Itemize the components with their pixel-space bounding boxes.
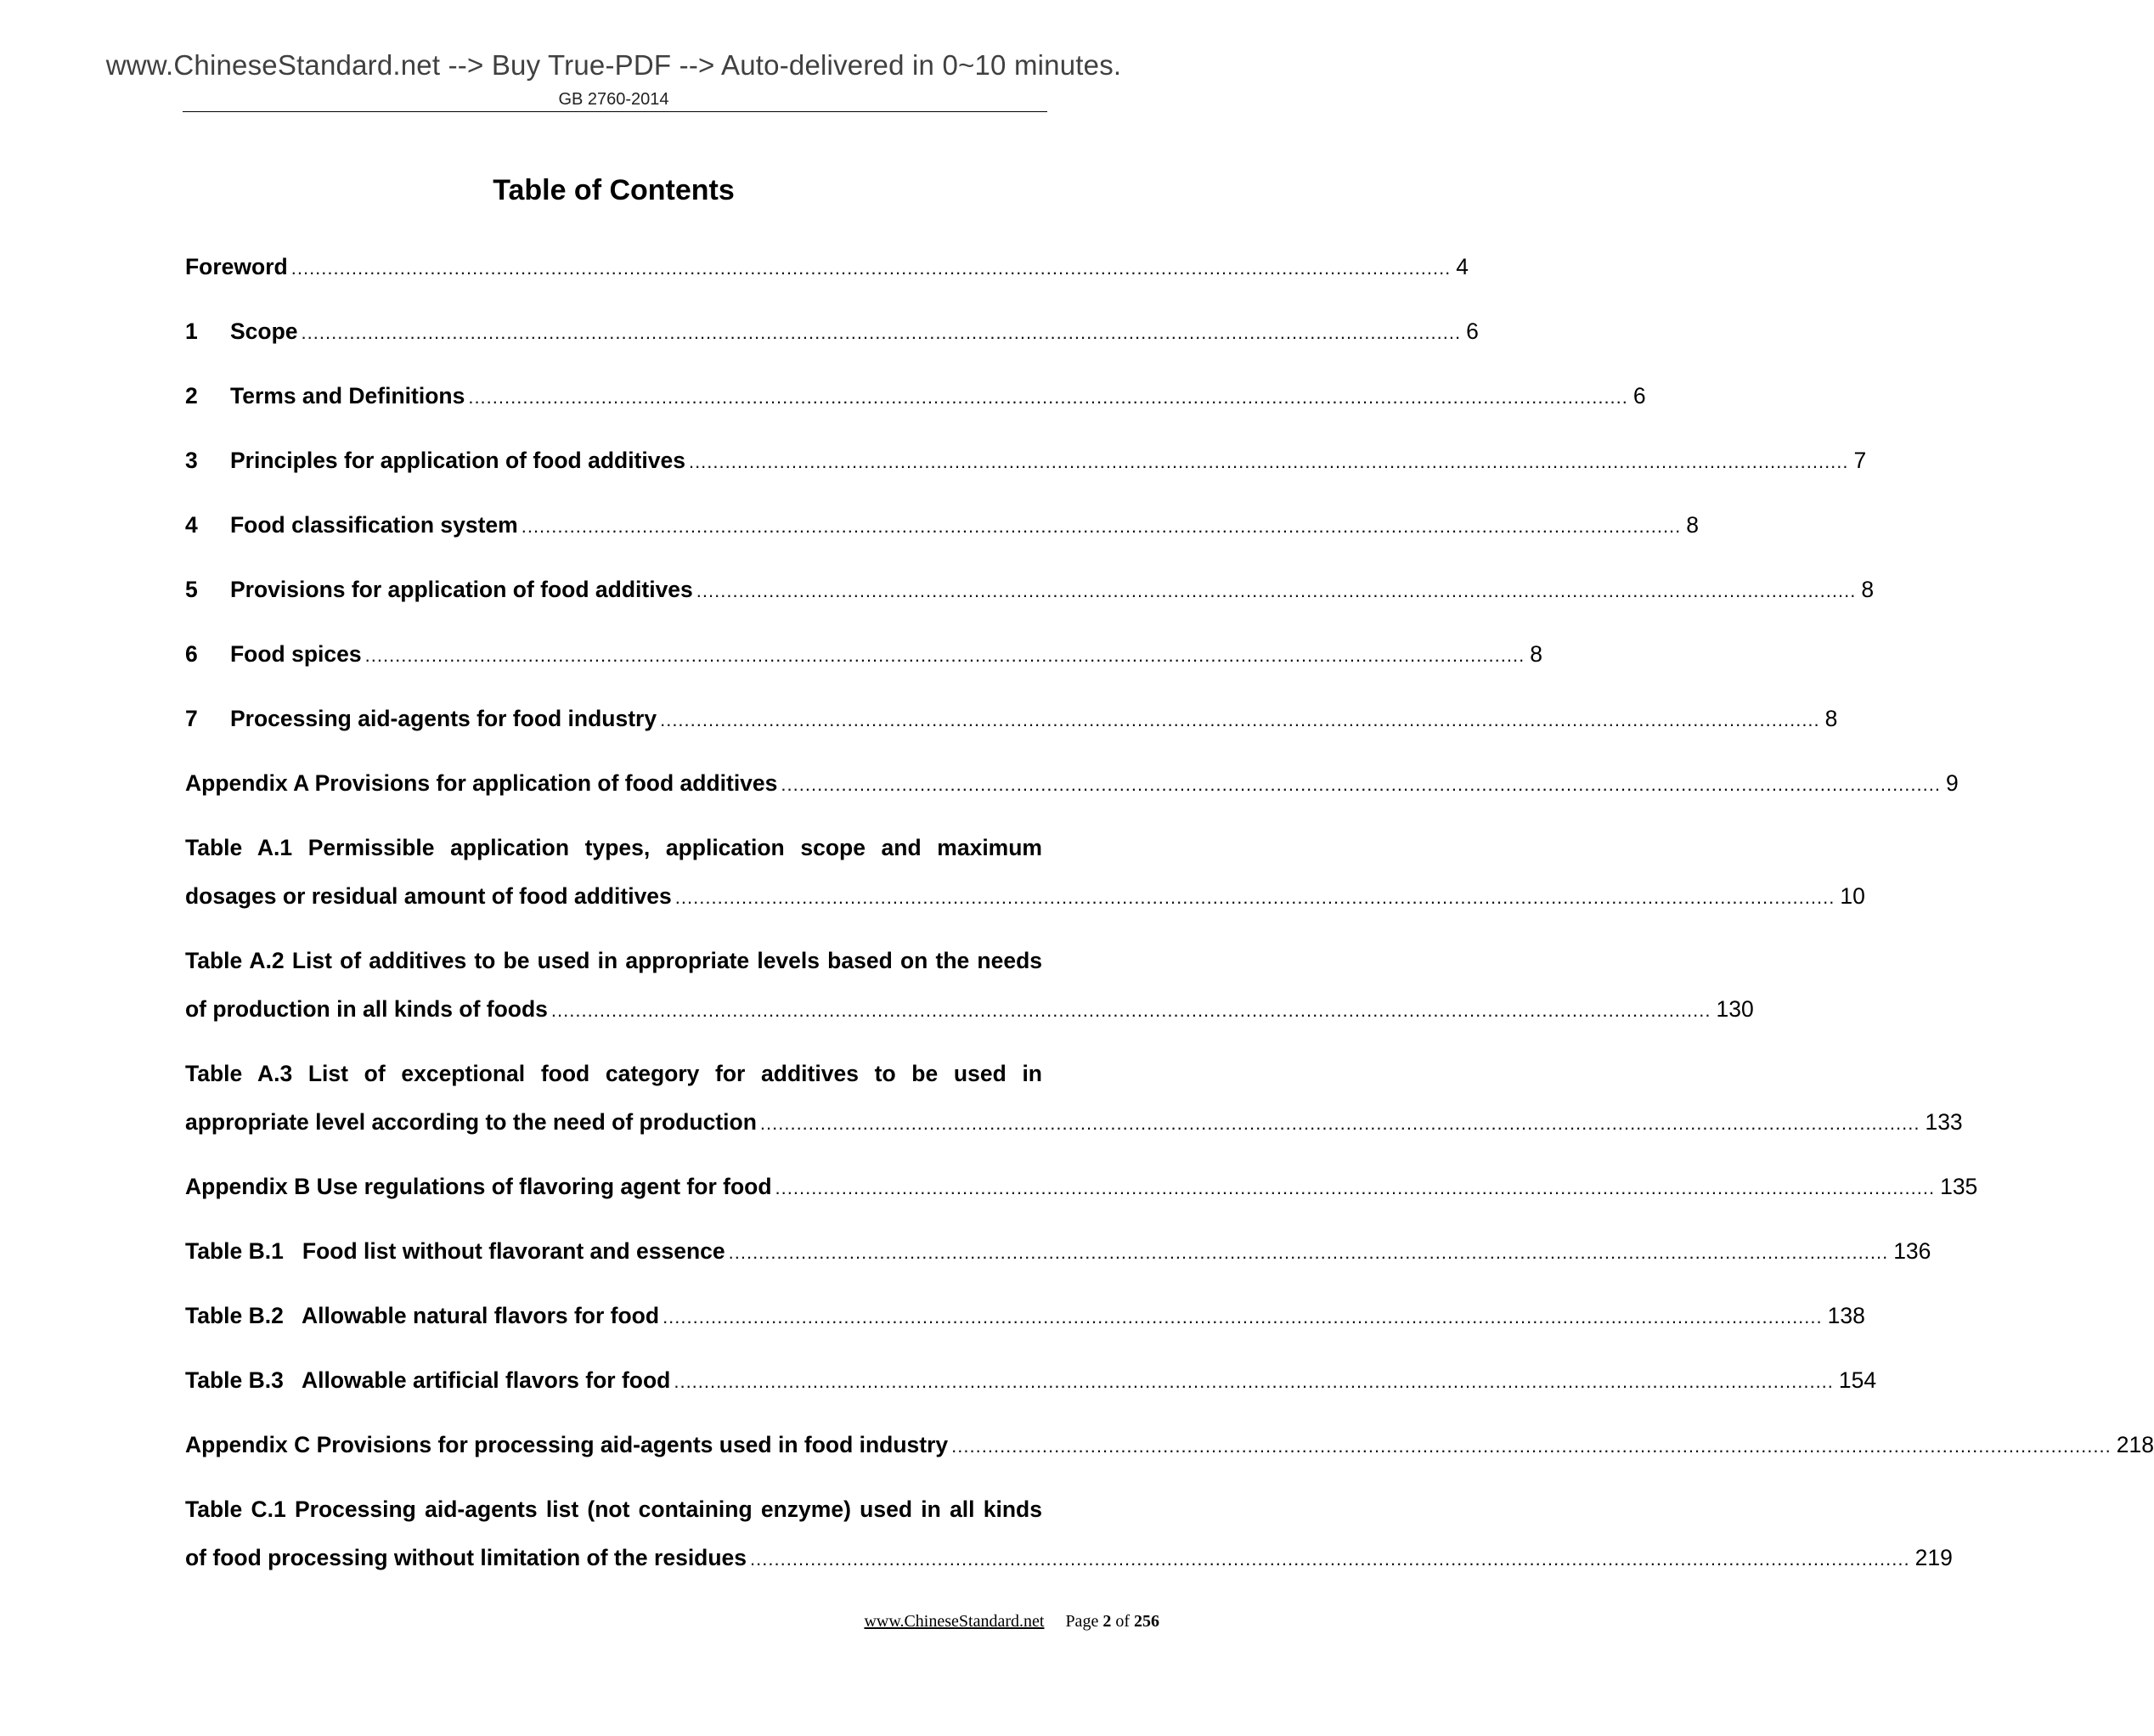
toc-title: Table of Contents — [493, 174, 735, 206]
toc-entry-label: Processing aid-agents for food industry — [230, 706, 657, 731]
toc-entry-number: 3 — [185, 448, 198, 473]
toc-entry-page: 6 — [1466, 318, 1479, 344]
footer-page-current: 2 — [1102, 1612, 1112, 1631]
toc-entry-scope[interactable] — [185, 314, 1479, 348]
toc-entry-principles[interactable] — [185, 443, 1867, 477]
footer-of-word: of — [1115, 1612, 1130, 1631]
toc-leader-dots: ................................................................................................................................................................................................ — [674, 1371, 1834, 1392]
toc-entry-label: Appendix C Provisions for processing aid-agents used in food industry — [185, 1432, 949, 1457]
footer-site-link[interactable]: www.ChineseStandard.net — [864, 1612, 1045, 1631]
toc-entry-foreword[interactable] — [185, 250, 1469, 284]
toc-entry-label: Table B.2 Allowable natural flavors for food — [185, 1303, 660, 1328]
toc-entry-page: 7 — [1853, 448, 1867, 473]
toc-entry-label: Appendix B Use regulations of flavoring agent for food — [185, 1174, 772, 1199]
toc-entry-first-line: Table A.1 Permissible application types, application scope and maximum — [185, 835, 1042, 860]
toc-entry-page: 8 — [1824, 706, 1838, 731]
toc-entry-label: Food spices — [230, 641, 362, 667]
toc-leader-dots: ................................................................................................................................................................................................ — [951, 1435, 2112, 1457]
toc-entry-spices[interactable] — [185, 637, 1542, 671]
toc-entry-page: 138 — [1827, 1303, 1865, 1328]
toc-leader-dots: ................................................................................................................................................................................................ — [301, 322, 1462, 343]
toc-entry-number: 7 — [185, 706, 198, 731]
toc-entry-label: dosages or residual amount of food additives — [185, 883, 672, 909]
toc-entry-label: Food classification system — [230, 512, 518, 538]
toc-entry-table-a2[interactable] — [185, 944, 1754, 1026]
toc-entry-page: 4 — [1456, 254, 1469, 279]
toc-entry-table-b2[interactable] — [185, 1299, 1865, 1333]
toc-leader-dots: ................................................................................................................................................................................................ — [468, 386, 1628, 408]
toc-leader-dots: ................................................................................................................................................................................................ — [775, 1177, 1936, 1198]
header-banner: www.ChineseStandard.net --> Buy True-PDF --> Auto-delivered in 0~10 minutes. — [105, 49, 1122, 81]
toc-entry-label: of food processing without limitation of the residues — [185, 1545, 747, 1570]
toc-leader-dots: ................................................................................................................................................................................................ — [550, 1000, 1711, 1021]
toc-entry-provisions[interactable] — [185, 572, 1875, 606]
footer-page-word: Page — [1065, 1612, 1099, 1631]
toc-entry-number: 4 — [185, 512, 198, 538]
toc-entry-number: 1 — [185, 318, 198, 344]
page-footer — [864, 1612, 1159, 1632]
toc-entry-table-b3[interactable] — [185, 1363, 1877, 1397]
toc-leader-dots: ................................................................................................................................................................................................ — [781, 774, 1941, 795]
toc-entry-label: Table B.3 Allowable artificial flavors for food — [185, 1367, 671, 1393]
toc-leader-dots: ................................................................................................................................................................................................ — [521, 516, 1682, 537]
toc-entry-processing-aids[interactable] — [185, 702, 1838, 736]
toc-entry-table-a1[interactable] — [185, 831, 1865, 913]
toc-entry-first-line: Table C.1 Processing aid-agents list (not containing enzyme) used in all kinds — [185, 1496, 1042, 1522]
toc-entry-first-line: Table A.3 List of exceptional food category for additives to be used in — [185, 1061, 1042, 1086]
toc-entry-table-c1[interactable] — [185, 1492, 1953, 1575]
toc-entry-page: 6 — [1632, 383, 1646, 409]
toc-entry-page: 136 — [1893, 1238, 1931, 1264]
toc-entry-page: 218 — [2116, 1432, 2154, 1457]
toc-entry-label: Table B.1 Food list without flavorant and essence — [185, 1238, 725, 1264]
toc-entry-page: 219 — [1914, 1545, 1953, 1570]
toc-leader-dots: ................................................................................................................................................................................................ — [696, 580, 1857, 601]
toc-leader-dots: ................................................................................................................................................................................................ — [674, 887, 1835, 908]
toc-entry-table-a3[interactable] — [185, 1057, 1963, 1139]
toc-entry-page: 135 — [1940, 1174, 1978, 1199]
toc-entry-page: 10 — [1840, 883, 1865, 909]
toc-entry-label: of production in all kinds of foods — [185, 996, 548, 1022]
toc-leader-dots: ................................................................................................................................................................................................ — [750, 1548, 1910, 1570]
toc-entry-page: 8 — [1861, 577, 1875, 602]
toc-entry-label: Principles for application of food additives — [230, 448, 685, 473]
toc-leader-dots: ................................................................................................................................................................................................ — [364, 645, 1525, 666]
toc-leader-dots: ................................................................................................................................................................................................ — [759, 1113, 1920, 1134]
toc-entry-table-b1[interactable] — [185, 1234, 1931, 1268]
toc-entry-classification[interactable] — [185, 508, 1700, 542]
toc-entry-number: 6 — [185, 641, 198, 667]
toc-entry-label: Appendix A Provisions for application of food additives — [185, 770, 778, 796]
toc-entry-label: Terms and Definitions — [230, 383, 465, 409]
standard-code: GB 2760-2014 — [558, 90, 669, 109]
toc-entry-label: Scope — [230, 318, 298, 344]
toc-entry-label: Foreword — [185, 254, 288, 279]
toc-leader-dots: ................................................................................................................................................................................................ — [290, 257, 1452, 279]
toc-entry-page: 133 — [1925, 1109, 1963, 1135]
header-rule — [183, 111, 1047, 112]
toc-entry-appendix-c[interactable] — [185, 1428, 2154, 1462]
toc-entry-page: 8 — [1530, 641, 1542, 667]
footer-page-total: 256 — [1134, 1612, 1159, 1631]
toc-entry-label: appropriate level according to the need of production — [185, 1109, 757, 1135]
toc-entry-page: 130 — [1716, 996, 1754, 1022]
toc-entry-appendix-b[interactable] — [185, 1170, 1978, 1203]
toc-entry-number: 5 — [185, 577, 198, 602]
toc-entry-page: 154 — [1838, 1367, 1877, 1393]
toc-entry-first-line: Table A.2 List of additives to be used in appropriate levels based on the needs — [185, 948, 1042, 973]
toc-leader-dots: ................................................................................................................................................................................................ — [663, 1306, 1823, 1327]
toc-leader-dots: ................................................................................................................................................................................................ — [728, 1242, 1889, 1263]
toc-entry-appendix-a[interactable] — [185, 766, 1959, 800]
toc-entry-terms[interactable] — [185, 379, 1646, 413]
toc-leader-dots: ................................................................................................................................................................................................ — [688, 451, 1849, 472]
toc-leader-dots: ................................................................................................................................................................................................ — [660, 709, 1820, 730]
toc-entry-page: 9 — [1945, 770, 1959, 796]
toc-entry-label: Provisions for application of food additives — [230, 577, 693, 602]
toc-entry-number: 2 — [185, 383, 198, 409]
toc-entry-page: 8 — [1686, 512, 1700, 538]
